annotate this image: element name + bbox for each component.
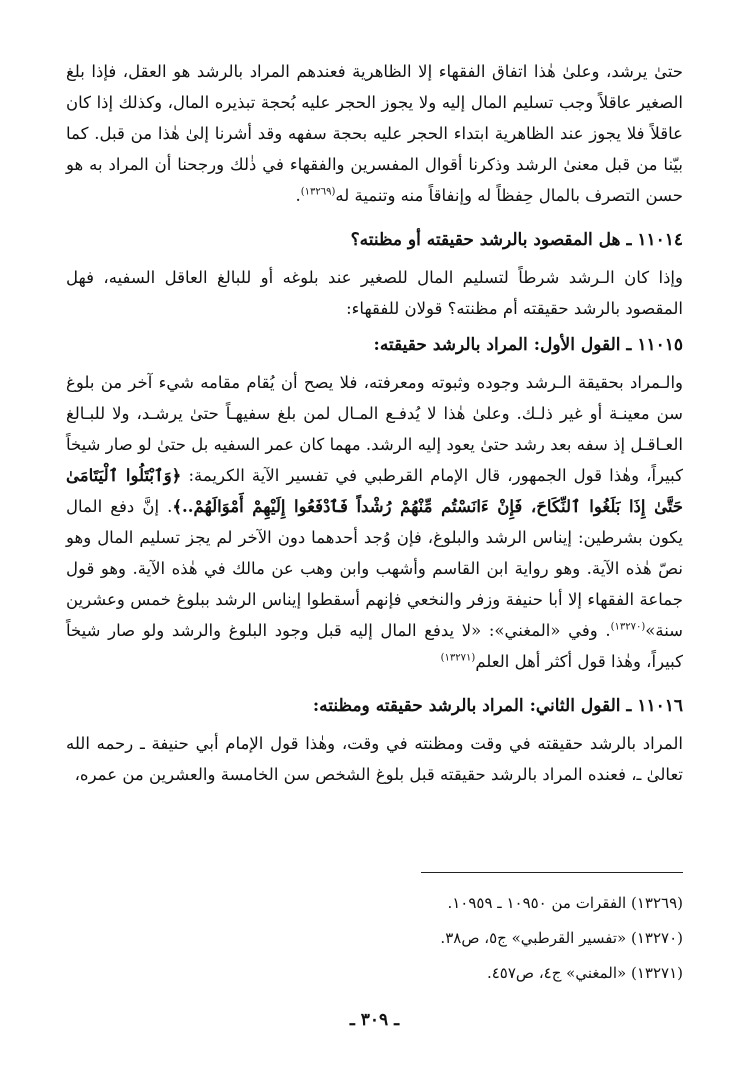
footnote-13271: (١٣٢٧١) «المغني» ج٤، ص٤٥٧. <box>486 964 683 982</box>
paragraph-second-opinion: المراد بالرشد حقيقته في وقت ومظنته في وقت، وهٰذا قول الإمام أبي حنيفة ـ رحمه الله تعالىٰ ـ، فعنده المراد بالرشد حقيقته قبل بلوغ الشخص سن الخامسة والعشرين من عمره، <box>66 734 683 784</box>
page-number: ـ ٣٠٩ ـ <box>349 1010 400 1030</box>
footnote-ref-13269[interactable]: (١٣٢٦٩) <box>300 186 336 198</box>
footnote-13270: (١٣٢٧٠) «تفسير القرطبي» ج٥، ص٣٨. <box>440 929 683 947</box>
section-heading-11015: ١١٠١٥ ـ القول الأول: المراد بالرشد حقيقته: <box>373 335 683 355</box>
paragraph-intro-text: حتىٰ يرشد، وعلىٰ هٰذا اتفاق الفقهاء إلا الظاهرية فعندهم المراد بالرشد هو العقل، فإذا بلغ الصغير عاقلاً وجب تسليم المال إليه ولا يجوز الحجر عليه بُحجة تبذيره المال، وكذلك إذا كان عاقلاً فلا يجوز عند الظاهرية ابتداء الحجر عليه بحجة سفهه وقد أشرنا إلىٰ هٰذا من قبل. كما بيّنا من قبل معنىٰ الرشد وذكرنا أقوال المفسرين والفقهاء في ذٰلك ورجحنا أن المراد به هو حسن التصرف بالمال حِفظاً له وإنفاقاً منه وتنمية له <box>66 62 683 205</box>
first-opinion-text-b: . إنَّ دفع المال يكون بشرطين: إيناس الرشد والبلوغ، فإن وُجد أحدهما دون الآخر لم يجز تسليم المال وهو نصّ هٰذه الآية. وهو رواية ابن القاسم وأشهب وابن وهب عن مالك في هٰذه الآية. وهو قول جماعة الفقهاء إلا أبا حنيفة وزفر والنخعي فإنهم أسقطوا إيناس الرشد ببلوغ خمس وعشرين سنة» <box>66 497 683 640</box>
footnote-ref-13271[interactable]: (١٣٢٧١) <box>440 652 476 664</box>
quran-verse: ﴿وَٱبْتَلُوا ٱلْيَتَامَىٰ حَتَّىٰ إِذَا بَلَغُوا ٱلنِّكَاحَ، فَإِنْ ءَانَسْتُم مِّنْهُمْ رُشْداً فَٱدْفَعُوا إِلَيْهِمْ أَمْوَالَهُمْ..﴾ <box>66 466 683 516</box>
section-heading-11014: ١١٠١٤ ـ هل المقصود بالرشد حقيقته أو مظنته؟ <box>350 230 683 250</box>
footnotes-section <box>66 886 683 991</box>
footnote-divider <box>421 872 683 873</box>
paragraph-intro <box>66 56 683 211</box>
first-opinion-text-a: والـمراد بحقيقة الـرشد وجوده وثبوته ومعرفته، فلا يصح أن يُقام مقامه شيء آخر من بلوغ سن معينـة أو غير ذلـك. وعلىٰ هٰذا لا يُدفـع المـال لمن بلغ سفيهـاً حتىٰ يرشـد، ولا للبـالغ العـاقـل إذ سفه بعد رشد حتىٰ يعود إليه الرشد. مهما كان عمر السفيه بل حتىٰ لو صار شيخاً كبيراً، وهٰذا قول الجمهور، قال الإمام القرطبي في تفسير الآية الكريمة: <box>66 373 683 485</box>
section-heading-11016: ١١٠١٦ ـ القول الثاني: المراد بالرشد حقيقته ومظنته: <box>312 696 683 716</box>
paragraph-first-opinion <box>66 367 683 677</box>
footnote-13269: (١٣٢٦٩) الفقرات من ١٠٩٥٠ ـ ١٠٩٥٩. <box>447 894 683 912</box>
footnote-ref-13270[interactable]: (١٣٢٧٠) <box>610 621 646 633</box>
paragraph-intro-end: . <box>295 186 301 205</box>
paragraph-condition: وإذا كان الـرشد شرطاً لتسليم المال للصغير عند بلوغه أو للبالغ العاقل السفيه، فهل المقصود بالرشد حقيقته أم مظنته؟ قولان للفقهاء: <box>66 268 683 318</box>
first-opinion-text-c: . وفي «المغني»: «لا يدفع المال إليه قبل وجود البلوغ والرشد ولو صار شيخاً كبيراً، وهٰذا قول أكثر أهل العلم <box>66 621 683 671</box>
